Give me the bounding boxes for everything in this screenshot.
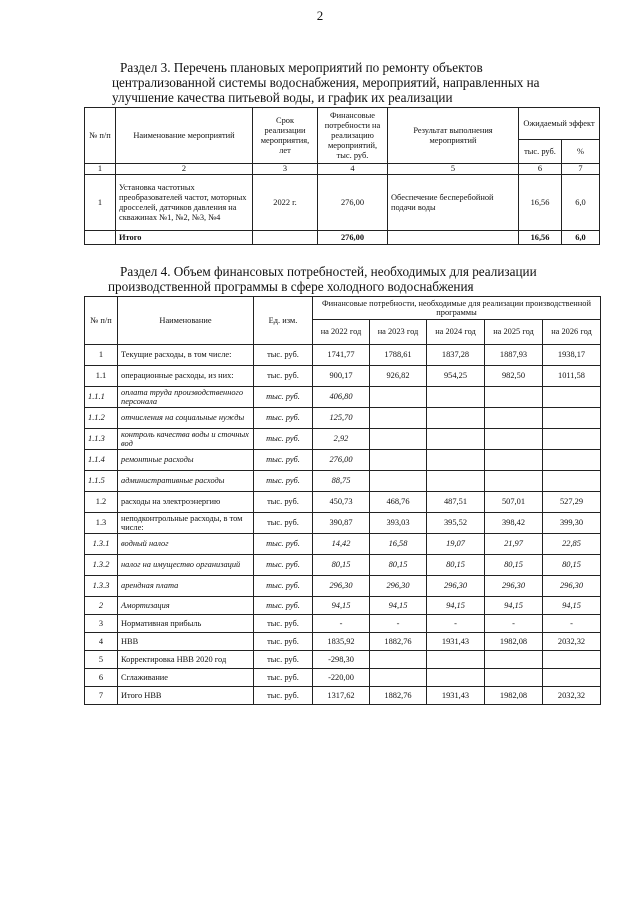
row-num: 1.1.3 — [85, 429, 118, 450]
row-unit: тыс. руб. — [254, 408, 313, 429]
section-4-heading-line: Раздел 4. Объем финансовых потребностей, необходимых для реализации — [120, 264, 537, 279]
row-value: 80,15 — [427, 555, 485, 576]
row-unit: тыс. руб. — [254, 492, 313, 513]
row-value — [370, 669, 427, 687]
header-name: Наименование мероприятий — [116, 108, 253, 164]
table-row — [85, 513, 601, 534]
section-3-heading-line: улучшение качества питьевой воды, и график их реализации — [112, 90, 453, 105]
row-value: 296,30 — [313, 576, 370, 597]
table-row — [85, 450, 601, 471]
row-value: 900,17 — [313, 366, 370, 387]
header-unit: Ед. изм. — [254, 297, 313, 345]
row-value: 1837,28 — [427, 345, 485, 366]
row-value: 982,50 — [485, 366, 543, 387]
row-num: 7 — [85, 687, 118, 705]
header-year: на 2023 год — [370, 320, 427, 345]
table-row — [85, 345, 601, 366]
row-unit: тыс. руб. — [254, 534, 313, 555]
row-value — [427, 429, 485, 450]
row-value — [370, 429, 427, 450]
row-unit: тыс. руб. — [254, 513, 313, 534]
row-num: 1.2 — [85, 492, 118, 513]
row-value: 19,07 — [427, 534, 485, 555]
row-value: 527,29 — [543, 492, 601, 513]
section-4-table-body — [85, 345, 601, 705]
total-finance: 276,00 — [318, 231, 388, 245]
row-name: Амортизация — [118, 597, 254, 615]
col-number: 2 — [116, 164, 253, 175]
table-row — [85, 615, 601, 633]
row-value: 80,15 — [543, 555, 601, 576]
row-value: - — [313, 615, 370, 633]
table-row — [85, 597, 601, 615]
row-unit: тыс. руб. — [254, 597, 313, 615]
row-value — [485, 471, 543, 492]
row-value: 296,30 — [485, 576, 543, 597]
header-year: на 2022 год — [313, 320, 370, 345]
row-num: 1 — [85, 175, 116, 231]
row-unit: тыс. руб. — [254, 366, 313, 387]
row-value: 1882,76 — [370, 633, 427, 651]
row-value: 80,15 — [485, 555, 543, 576]
row-value — [370, 471, 427, 492]
row-value: 1788,61 — [370, 345, 427, 366]
row-value — [427, 471, 485, 492]
table-row — [85, 555, 601, 576]
row-num: 3 — [85, 615, 118, 633]
row-value: - — [485, 615, 543, 633]
row-finance: 276,00 — [318, 175, 388, 231]
col-number: 6 — [519, 164, 562, 175]
table-row — [85, 366, 601, 387]
row-num: 1 — [85, 345, 118, 366]
row-value: 1982,08 — [485, 633, 543, 651]
row-unit: тыс. руб. — [254, 471, 313, 492]
row-value: 393,03 — [370, 513, 427, 534]
row-value: 1741,77 — [313, 345, 370, 366]
row-value — [485, 450, 543, 471]
total-empty — [253, 231, 318, 245]
row-num: 1.1 — [85, 366, 118, 387]
row-value: 487,51 — [427, 492, 485, 513]
row-value — [485, 408, 543, 429]
row-num: 1.1.2 — [85, 408, 118, 429]
header-finance-group: Финансовые потребности, необходимые для реализации производственной программы — [313, 297, 601, 320]
row-value: 395,52 — [427, 513, 485, 534]
header-num: № п/п — [85, 297, 118, 345]
row-num: 5 — [85, 651, 118, 669]
row-name: Установка частотных преобразователей частот, моторных дросселей, датчиков давления на скважинах №1, №2, №3, №4 — [116, 175, 253, 231]
row-value — [427, 450, 485, 471]
total-empty — [85, 231, 116, 245]
row-value: 276,00 — [313, 450, 370, 471]
row-value: 125,70 — [313, 408, 370, 429]
row-value: 507,01 — [485, 492, 543, 513]
row-name: Корректировка НВВ 2020 год — [118, 651, 254, 669]
row-unit: тыс. руб. — [254, 633, 313, 651]
row-value: 296,30 — [427, 576, 485, 597]
row-name: административные расходы — [118, 471, 254, 492]
col-number: 1 — [85, 164, 116, 175]
row-name: отчисления на социальные нужды — [118, 408, 254, 429]
row-num: 1.1.1 — [85, 387, 118, 408]
row-name: операционные расходы, из них: — [118, 366, 254, 387]
row-num: 2 — [85, 597, 118, 615]
section-3-heading — [112, 60, 588, 105]
row-value: 468,76 — [370, 492, 427, 513]
row-num: 1.3 — [85, 513, 118, 534]
row-unit: тыс. руб. — [254, 687, 313, 705]
header-effect-pct: % — [562, 140, 600, 164]
col-number: 5 — [388, 164, 519, 175]
row-term: 2022 г. — [253, 175, 318, 231]
header-result: Результат выполнения мероприятий — [388, 108, 519, 164]
col-number: 3 — [253, 164, 318, 175]
row-value: - — [370, 615, 427, 633]
row-value — [370, 387, 427, 408]
row-unit: тыс. руб. — [254, 387, 313, 408]
row-name: расходы на электроэнергию — [118, 492, 254, 513]
section-3-heading-line: централизованной системы водоснабжения, мероприятий, направленных на — [112, 75, 540, 90]
row-unit: тыс. руб. — [254, 450, 313, 471]
row-value — [485, 651, 543, 669]
row-value — [370, 651, 427, 669]
row-unit: тыс. руб. — [254, 615, 313, 633]
row-value: 1931,43 — [427, 633, 485, 651]
section-4-heading — [108, 264, 592, 294]
row-num: 1.3.3 — [85, 576, 118, 597]
row-value: 926,82 — [370, 366, 427, 387]
row-value: 16,58 — [370, 534, 427, 555]
row-value: 1887,93 — [485, 345, 543, 366]
section-4-table — [84, 296, 601, 705]
section-3-table — [84, 107, 600, 245]
header-term: Срок реализации мероприятия, лет — [253, 108, 318, 164]
row-effect-pct: 6,0 — [562, 175, 600, 231]
row-value: 450,73 — [313, 492, 370, 513]
row-value — [543, 429, 601, 450]
row-value: 296,30 — [543, 576, 601, 597]
total-effect-tr: 16,56 — [519, 231, 562, 245]
header-year: на 2025 год — [485, 320, 543, 345]
row-value: - — [427, 615, 485, 633]
header-year: на 2024 год — [427, 320, 485, 345]
col-number: 4 — [318, 164, 388, 175]
row-num: 1.3.2 — [85, 555, 118, 576]
row-name: арендная плата — [118, 576, 254, 597]
table-row — [85, 429, 601, 450]
row-value: 94,15 — [427, 597, 485, 615]
row-num: 4 — [85, 633, 118, 651]
row-value: 80,15 — [313, 555, 370, 576]
section-3-heading-line: Раздел 3. Перечень плановых мероприятий по ремонту объектов — [120, 60, 483, 75]
table-row — [85, 687, 601, 705]
row-value — [427, 651, 485, 669]
row-value: - — [543, 615, 601, 633]
row-value: 14,42 — [313, 534, 370, 555]
header-finance: Финансовые потребности на реализацию мероприятий, тыс. руб. — [318, 108, 388, 164]
header-effect: Ожидаемый эффект — [519, 108, 600, 140]
row-value — [543, 450, 601, 471]
header-name: Наименование — [118, 297, 254, 345]
header-year: на 2026 год — [543, 320, 601, 345]
table-row — [85, 633, 601, 651]
row-name: НВВ — [118, 633, 254, 651]
total-effect-pct: 6,0 — [562, 231, 600, 245]
total-empty — [388, 231, 519, 245]
page-number: 2 — [316, 8, 324, 23]
table-row — [85, 534, 601, 555]
row-name: оплата труда производственного персонала — [118, 387, 254, 408]
row-value: 94,15 — [485, 597, 543, 615]
row-value — [543, 651, 601, 669]
row-value — [543, 387, 601, 408]
row-name: водный налог — [118, 534, 254, 555]
row-effect-tr: 16,56 — [519, 175, 562, 231]
row-value — [485, 429, 543, 450]
table-row — [85, 387, 601, 408]
row-value: -298,30 — [313, 651, 370, 669]
row-value: 94,15 — [543, 597, 601, 615]
section-4-heading-line: производственной программы в сфере холодного водоснабжения — [108, 279, 474, 294]
row-num: 6 — [85, 669, 118, 687]
row-value: 1931,43 — [427, 687, 485, 705]
total-row — [85, 231, 600, 245]
table-row — [85, 576, 601, 597]
row-value: 399,30 — [543, 513, 601, 534]
row-value — [543, 408, 601, 429]
row-value — [485, 669, 543, 687]
row-value — [485, 387, 543, 408]
row-name: контроль качества воды и сточных вод — [118, 429, 254, 450]
row-value — [427, 408, 485, 429]
row-value — [543, 471, 601, 492]
row-value: 406,80 — [313, 387, 370, 408]
row-value — [370, 408, 427, 429]
table-row — [85, 175, 600, 231]
row-value: 94,15 — [370, 597, 427, 615]
row-num: 1.3.1 — [85, 534, 118, 555]
row-num: 1.1.5 — [85, 471, 118, 492]
total-label: Итого — [116, 231, 253, 245]
table-row — [85, 408, 601, 429]
row-value: 21,97 — [485, 534, 543, 555]
row-value: 2032,32 — [543, 687, 601, 705]
row-result: Обеспечение бесперебойной подачи воды — [388, 175, 519, 231]
header-num: № п/п — [85, 108, 116, 164]
row-value: 2,92 — [313, 429, 370, 450]
row-value: 1011,58 — [543, 366, 601, 387]
row-unit: тыс. руб. — [254, 555, 313, 576]
row-value: 2032,32 — [543, 633, 601, 651]
row-value: 88,75 — [313, 471, 370, 492]
row-name: Итого НВВ — [118, 687, 254, 705]
row-unit: тыс. руб. — [254, 669, 313, 687]
col-number: 7 — [562, 164, 600, 175]
row-value: 1938,17 — [543, 345, 601, 366]
row-value: 22,85 — [543, 534, 601, 555]
row-value: 954,25 — [427, 366, 485, 387]
row-value: -220,00 — [313, 669, 370, 687]
row-name: налог на имущество организаций — [118, 555, 254, 576]
row-value — [427, 669, 485, 687]
table-row — [85, 669, 601, 687]
row-value: 1317,62 — [313, 687, 370, 705]
header-effect-tr: тыс. руб. — [519, 140, 562, 164]
row-value: 1882,76 — [370, 687, 427, 705]
row-unit: тыс. руб. — [254, 651, 313, 669]
row-unit: тыс. руб. — [254, 576, 313, 597]
row-name: неподконтрольные расходы, в том числе: — [118, 513, 254, 534]
row-name: Текущие расходы, в том числе: — [118, 345, 254, 366]
row-value: 94,15 — [313, 597, 370, 615]
row-name: Сглаживание — [118, 669, 254, 687]
row-value: 1835,92 — [313, 633, 370, 651]
row-value: 1982,08 — [485, 687, 543, 705]
row-value: 398,42 — [485, 513, 543, 534]
table-row — [85, 651, 601, 669]
row-value: 296,30 — [370, 576, 427, 597]
table-row — [85, 492, 601, 513]
row-value — [543, 669, 601, 687]
row-value — [370, 450, 427, 471]
row-value — [427, 387, 485, 408]
row-num: 1.1.4 — [85, 450, 118, 471]
table-row — [85, 471, 601, 492]
row-value: 80,15 — [370, 555, 427, 576]
row-name: Нормативная прибыль — [118, 615, 254, 633]
row-name: ремонтные расходы — [118, 450, 254, 471]
row-unit: тыс. руб. — [254, 429, 313, 450]
row-value: 390,87 — [313, 513, 370, 534]
row-unit: тыс. руб. — [254, 345, 313, 366]
